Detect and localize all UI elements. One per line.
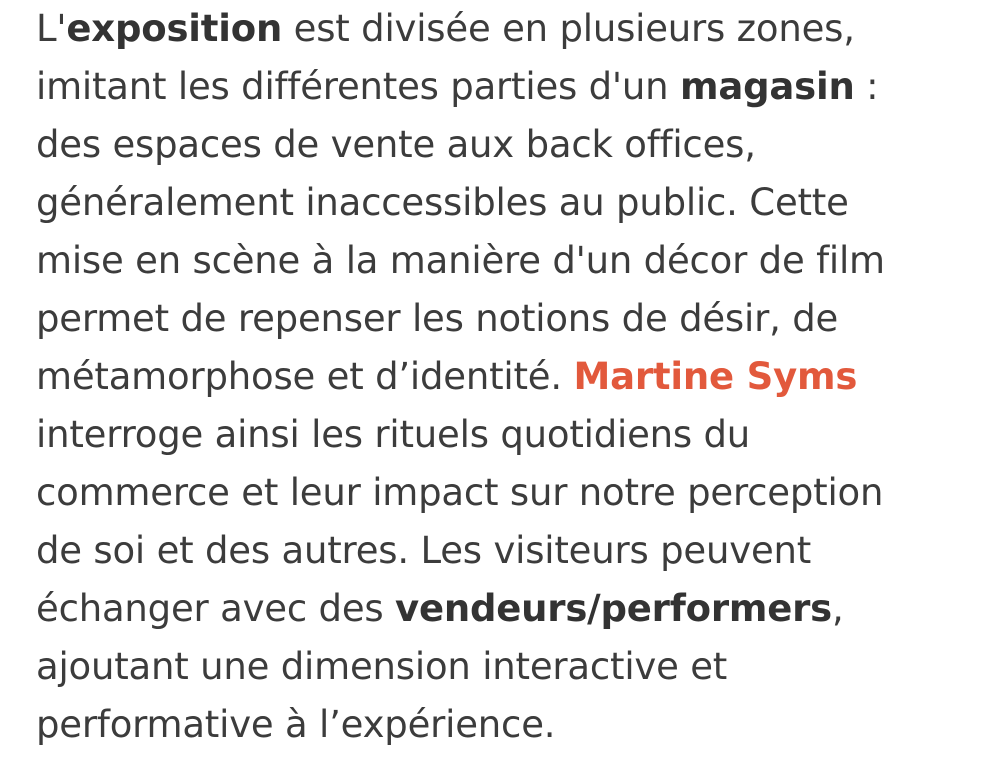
text-segment-bold: magasin	[679, 65, 855, 108]
text-segment: , ajoutant une dimension interactive et performative à l’expérience.	[36, 587, 844, 746]
artist-name-highlight: Martine Syms	[573, 355, 858, 398]
text-segment: : des espaces de vente aux back offices, généralement inaccessibles au public. Cette mise en scène à la manière d'un décor de film permet de repenser les notions de désir, de métamorphose et d’identité.	[36, 65, 885, 398]
text-segment: interroge ainsi les rituels quotidiens du commerce et leur impact sur notre perception de soi et des autres. Les visiteurs peuvent échanger avec des	[36, 413, 884, 630]
text-segment: L'	[36, 7, 67, 50]
text-segment-bold: vendeurs/performers	[395, 587, 832, 630]
text-segment-bold: exposition	[66, 7, 283, 50]
text-segment: est divisée en plusieurs zones, imitant les différentes parties d'un	[36, 7, 855, 108]
exhibition-description-paragraph	[36, 0, 940, 754]
